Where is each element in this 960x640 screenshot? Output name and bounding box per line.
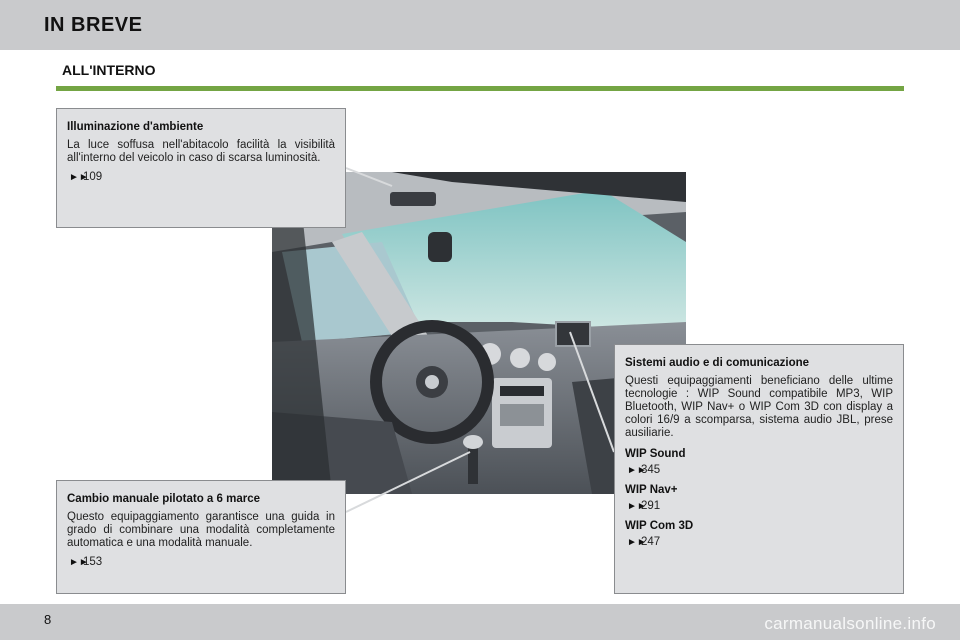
callout-audio-systems — [614, 344, 904, 594]
callout-title: Illuminazione d'ambiente — [67, 121, 204, 133]
reference-page-number: 345 — [641, 464, 661, 476]
page-number: 8 — [44, 612, 52, 627]
callout-text: Questi equipaggiamenti beneficiano delle ultime tecnologie : WIP Sound compatibile MP3, WIP Bluetooth, WIP Nav+ o WIP Com 3D con display a colori 16/9 a scomparsa, sistema audio JBL, prese ausiliarie. — [625, 375, 893, 439]
section-title: ALL'INTERNO — [62, 62, 156, 78]
callout-gearbox — [56, 480, 346, 594]
item-label-wip-sound: WIP Sound — [625, 448, 686, 460]
callout-ambient-lighting — [56, 108, 346, 228]
double-arrow-right-icon: ►► — [627, 537, 647, 548]
page-reference[interactable] — [627, 464, 893, 476]
item-label-wip-nav: WIP Nav+ — [625, 484, 678, 496]
reference-page-number: 109 — [83, 171, 103, 183]
page-reference[interactable] — [627, 500, 893, 512]
page-header-title: IN BREVE — [44, 14, 143, 36]
double-arrow-right-icon: ►► — [627, 465, 647, 476]
double-arrow-right-icon: ►► — [627, 501, 647, 512]
item-label-wip-com-3d: WIP Com 3D — [625, 520, 694, 532]
page-reference[interactable] — [627, 536, 893, 548]
page-reference[interactable] — [69, 556, 335, 568]
accent-rule — [56, 86, 904, 91]
callout-title: Sistemi audio e di comunicazione — [625, 357, 810, 369]
callout-title: Cambio manuale pilotato a 6 marce — [67, 493, 261, 505]
double-arrow-right-icon: ►► — [69, 172, 89, 183]
callout-text: La luce soffusa nell'abitacolo facilità la visibilità all'interno del veicolo in caso di scarsa luminosità. — [67, 139, 335, 164]
top-band — [0, 0, 960, 50]
page-reference[interactable] — [69, 171, 335, 183]
reference-page-number: 247 — [641, 536, 661, 548]
reference-page-number: 153 — [83, 556, 103, 568]
watermark: carmanualsonline.info — [764, 614, 936, 633]
double-arrow-right-icon: ►► — [69, 557, 89, 568]
reference-page-number: 291 — [641, 500, 661, 512]
callout-text: Questo equipaggiamento garantisce una guida in grado di combinare una modalità completamente automatica e una modalità manuale. — [67, 511, 335, 549]
